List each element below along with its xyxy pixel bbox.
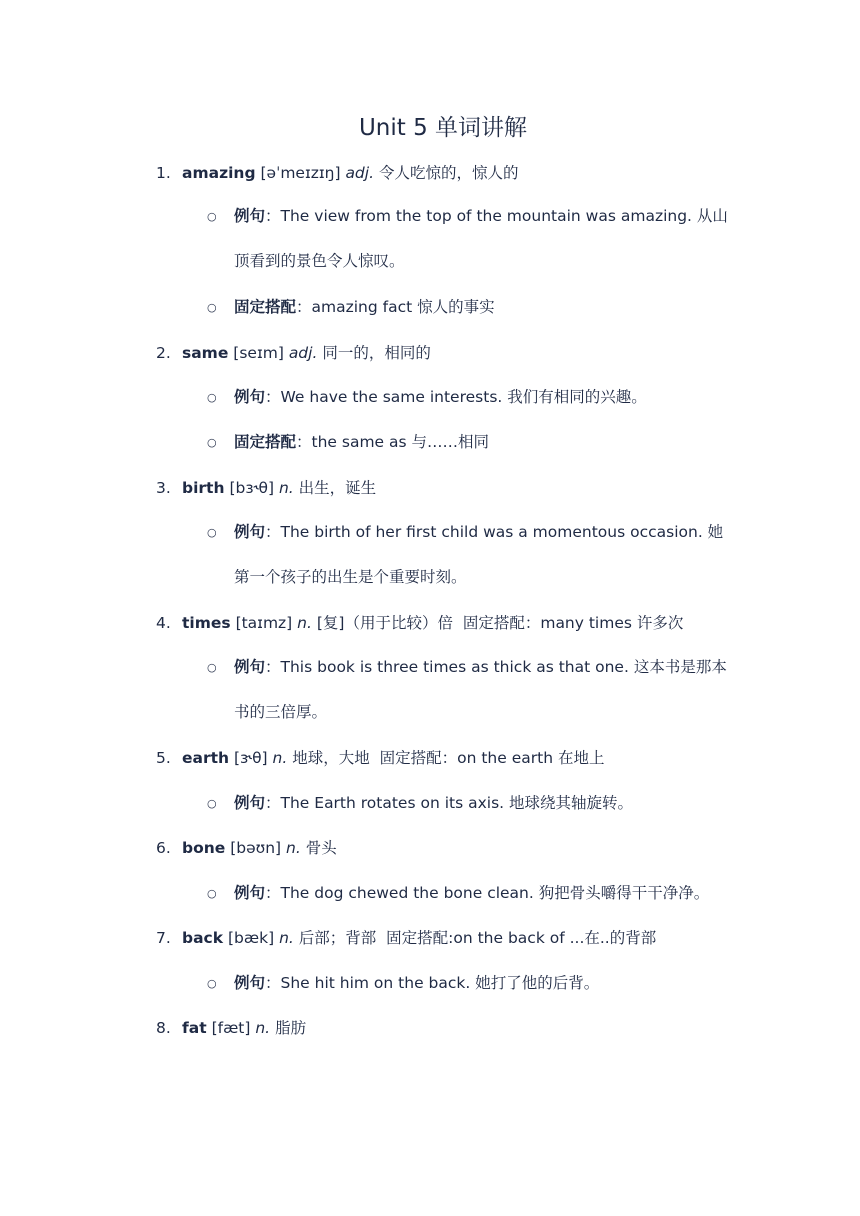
- circle-bullet-icon: ○: [207, 797, 217, 810]
- word-entry-fat: [156, 1017, 756, 1039]
- sub-text: ：She hit him on the back. 她打了他的后背。: [265, 974, 600, 992]
- example-sentence: [207, 781, 747, 826]
- entry-phonetic: [ɝθ]: [234, 749, 268, 767]
- entry-word: times: [182, 614, 231, 632]
- entry-meaning: [复]（用于比较）倍: [316, 614, 453, 632]
- sub-text: ：We have the same interests. 我们有相同的兴趣。: [265, 388, 647, 406]
- entry-collocation: 固定搭配：on the earth 在地上: [369, 749, 605, 767]
- circle-bullet-icon: ○: [207, 526, 217, 539]
- entry-number: 1.: [156, 164, 171, 182]
- entry-meaning: 骨头: [305, 839, 337, 857]
- entry-word: back: [182, 929, 224, 947]
- entry-meaning: 同一的，相同的: [322, 344, 431, 362]
- entry-meaning: 后部；背部: [298, 929, 377, 947]
- circle-bullet-icon: ○: [207, 977, 217, 990]
- entry-number: 4.: [156, 614, 171, 632]
- sub-text: ：amazing fact 惊人的事实: [296, 298, 495, 316]
- entry-pos: adj.: [288, 344, 318, 362]
- entry-phonetic: [əˈmeɪzɪŋ]: [260, 164, 341, 182]
- entry-number: 6.: [156, 839, 171, 857]
- entry-word: same: [182, 344, 229, 362]
- word-entry-times: [156, 612, 756, 634]
- entry-phonetic: [taɪmz]: [235, 614, 293, 632]
- entry-meaning: 令人吃惊的，惊人的: [378, 164, 519, 182]
- example-sentence: [207, 871, 747, 916]
- word-entry-amazing: [156, 162, 756, 184]
- collocation: [207, 420, 747, 465]
- entry-meaning: 地球，大地: [292, 749, 370, 767]
- sub-text: ：The Earth rotates on its axis. 地球绕其轴旋转。: [265, 794, 633, 812]
- word-entry-birth: [156, 477, 756, 499]
- entry-word: earth: [182, 749, 230, 767]
- sub-label: 例句: [234, 388, 266, 406]
- entry-phonetic: [bəʊn]: [230, 839, 282, 857]
- circle-bullet-icon: ○: [207, 210, 217, 223]
- entry-meaning: 出生，诞生: [298, 479, 377, 497]
- entry-phonetic: [seɪm]: [233, 344, 284, 362]
- entry-number: 2.: [156, 344, 171, 362]
- example-sentence: [207, 961, 747, 1006]
- circle-bullet-icon: ○: [207, 436, 217, 449]
- entry-pos: n.: [278, 479, 294, 497]
- sub-label: 例句: [234, 974, 266, 992]
- sub-text: ：The birth of her first child was a momentous occasion. 她第一个孩子的出生是个重要时刻。: [234, 523, 724, 586]
- sub-label: 固定搭配: [234, 433, 297, 451]
- sub-label: 例句: [234, 794, 266, 812]
- entry-number: 3.: [156, 479, 171, 497]
- entry-phonetic: [bɜ˞θ]: [229, 479, 274, 497]
- example-sentence: [207, 375, 747, 420]
- entry-phonetic: [fæt]: [211, 1019, 251, 1037]
- collocation: [207, 285, 747, 330]
- word-entry-back: [156, 927, 756, 949]
- word-entry-earth: [156, 747, 756, 769]
- circle-bullet-icon: ○: [207, 661, 217, 674]
- sub-text: ：the same as 与……相同: [296, 433, 490, 451]
- example-sentence: [207, 194, 747, 284]
- entry-word: amazing: [182, 164, 256, 182]
- entry-meaning: 脂肪: [275, 1019, 307, 1037]
- entry-number: 8.: [156, 1019, 171, 1037]
- entry-pos: adj.: [345, 164, 375, 182]
- sub-label: 例句: [234, 523, 266, 541]
- entry-pos: n.: [272, 749, 288, 767]
- entry-word: bone: [182, 839, 226, 857]
- circle-bullet-icon: ○: [207, 301, 217, 314]
- sub-text: ：This book is three times as thick as that one. 这本书是那本书的三倍厚。: [234, 658, 727, 721]
- entry-pos: n.: [279, 929, 294, 947]
- example-sentence: [207, 645, 747, 735]
- entry-collocation: 固定搭配:on the back of ...在..的背部: [376, 929, 657, 947]
- sub-text: ：The dog chewed the bone clean. 狗把骨头嚼得干干净净。: [265, 884, 710, 902]
- sub-label: 例句: [234, 884, 266, 902]
- circle-bullet-icon: ○: [207, 887, 217, 900]
- circle-bullet-icon: ○: [207, 391, 217, 404]
- sub-text: ：The view from the top of the mountain was amazing. 从山顶看到的景色令人惊叹。: [234, 207, 728, 270]
- entry-number: 7.: [156, 929, 171, 947]
- entry-pos: n.: [286, 839, 301, 857]
- word-entry-bone: [156, 837, 756, 859]
- sub-label: 例句: [234, 658, 266, 676]
- sub-label: 例句: [234, 207, 266, 225]
- entry-number: 5.: [156, 749, 171, 767]
- page-title: Unit 5 单词讲解: [358, 115, 528, 141]
- entry-phonetic: [bæk]: [228, 929, 275, 947]
- entry-pos: n.: [255, 1019, 271, 1037]
- sub-label: 固定搭配: [234, 298, 297, 316]
- entry-word: birth: [182, 479, 225, 497]
- entry-pos: n.: [297, 614, 312, 632]
- entry-collocation: 固定搭配：many times 许多次: [452, 614, 684, 632]
- example-sentence: [207, 510, 747, 600]
- entry-word: fat: [182, 1019, 207, 1037]
- word-entry-same: [156, 342, 756, 364]
